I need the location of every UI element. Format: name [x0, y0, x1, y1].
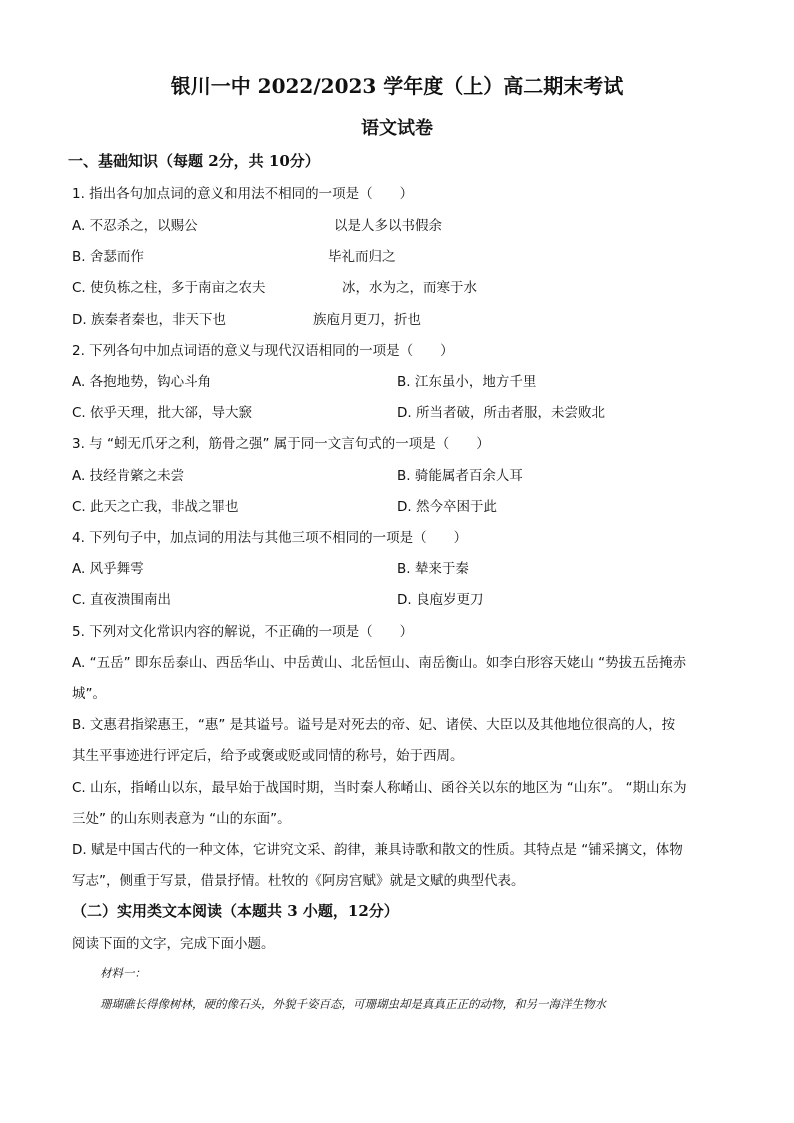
- q1-option-a-right: 以是人多以书假余: [334, 218, 442, 234]
- q3-stem: 3. 与 “蚓无爪牙之利，筋骨之强” 属于同一文言句式的一项是（ ）: [72, 436, 490, 452]
- reading-instruction: 阅读下面的文字，完成下面小题。: [72, 936, 275, 952]
- q4-option-c: C. 直夜溃围南出: [72, 592, 172, 608]
- q1-option-c-right: 冰，水为之，而寒于水: [342, 280, 477, 296]
- q4-option-a: A. 风乎舞雩: [72, 561, 144, 577]
- q2-option-c: C. 依乎天理，批大郤，导大窾: [72, 405, 253, 421]
- exam-subtitle: 语文试卷: [361, 118, 433, 139]
- material-text: 珊瑚礁长得像树林，硬的像石头，外貌千姿百态，可珊瑚虫却是真真正正的动物，和另一海洋生物水: [100, 997, 606, 1011]
- q3-option-a: A. 技经肯綮之未尝: [72, 468, 185, 484]
- q4-option-b: B. 辇来于秦: [397, 561, 469, 577]
- q1-option-d-left: D. 族秦者秦也，非天下也: [72, 312, 226, 328]
- q5-option-a-line2: 城”。: [72, 686, 106, 702]
- q2-option-d: D. 所当者破，所击者服，未尝败北: [397, 405, 605, 421]
- q2-option-b: B. 江东虽小，地方千里: [397, 374, 537, 390]
- exam-title: 银川一中 2022/2023 学年度（上）高二期末考试: [170, 74, 624, 98]
- q5-option-c-line1: C. 山东，指崤山以东，最早始于战国时期，当时秦人称崤山、函谷关以东的地区为 “山东”。 “期山东为: [72, 780, 687, 796]
- q3-option-b: B. 骑能属者百余人耳: [397, 468, 523, 484]
- section-heading-basic: 一、基础知识（每题 2分，共 10分）: [68, 152, 320, 170]
- q5-option-a-line1: A. “五岳” 即东岳泰山、西岳华山、中岳黄山、北岳恒山、南岳衡山。如李白形容天姥山 “势拔五岳掩赤: [72, 655, 687, 671]
- q5-option-d-line1: D. 赋是中国古代的一种文体，它讲究文采、韵律，兼具诗歌和散文的性质。其特点是 “铺采摛文，体物: [72, 842, 683, 858]
- q5-option-c-line2: 三处” 的山东则表意为 “山的东面”。: [72, 811, 291, 827]
- q4-option-d: D. 良庖岁更刀: [397, 592, 484, 608]
- q1-option-b-right: 毕礼而归之: [328, 249, 396, 265]
- material-label: 材料一：: [100, 966, 146, 980]
- section-heading-reading: （二）实用类文本阅读（本题共 3 小题，12分）: [72, 902, 399, 920]
- q3-option-c: C. 此天之亡我，非战之罪也: [72, 499, 239, 515]
- q4-stem: 4. 下列句子中，加点词的用法与其他三项不相同的一项是（ ）: [72, 530, 468, 546]
- q2-stem: 2. 下列各句中加点词语的意义与现代汉语相同的一项是（ ）: [72, 343, 454, 359]
- q5-option-d-line2: 写志”，侧重于写景，借景抒情。杜牧的《阿房宫赋》就是文赋的典型代表。: [72, 873, 525, 889]
- q2-option-a: A. 各抱地势，钩心斗角: [72, 374, 212, 390]
- q1-option-b-left: B. 舍瑟而作: [72, 249, 144, 265]
- q1-option-d-right: 族庖月更刀，折也: [313, 312, 421, 328]
- q1-stem: 1. 指出各句加点词的意义和用法不相同的一项是（ ）: [72, 186, 414, 202]
- q3-option-d: D. 然今卒困于此: [397, 499, 497, 515]
- q5-stem: 5. 下列对文化常识内容的解说，不正确的一项是（ ）: [72, 624, 414, 640]
- q5-option-b-line2: 其生平事迹进行评定后，给予或褒或贬或同情的称号，始于西周。: [72, 748, 464, 764]
- q1-option-c-left: C. 使负栋之柱，多于南亩之农夫: [72, 280, 266, 296]
- q1-option-a-left: A. 不忍杀之，以赐公: [72, 218, 198, 234]
- q5-option-b-line1: B. 文惠君指梁惠王，“惠” 是其谥号。谥号是对死去的帝、妃、诸侯、大臣以及其他地位很高的人，按: [72, 717, 676, 733]
